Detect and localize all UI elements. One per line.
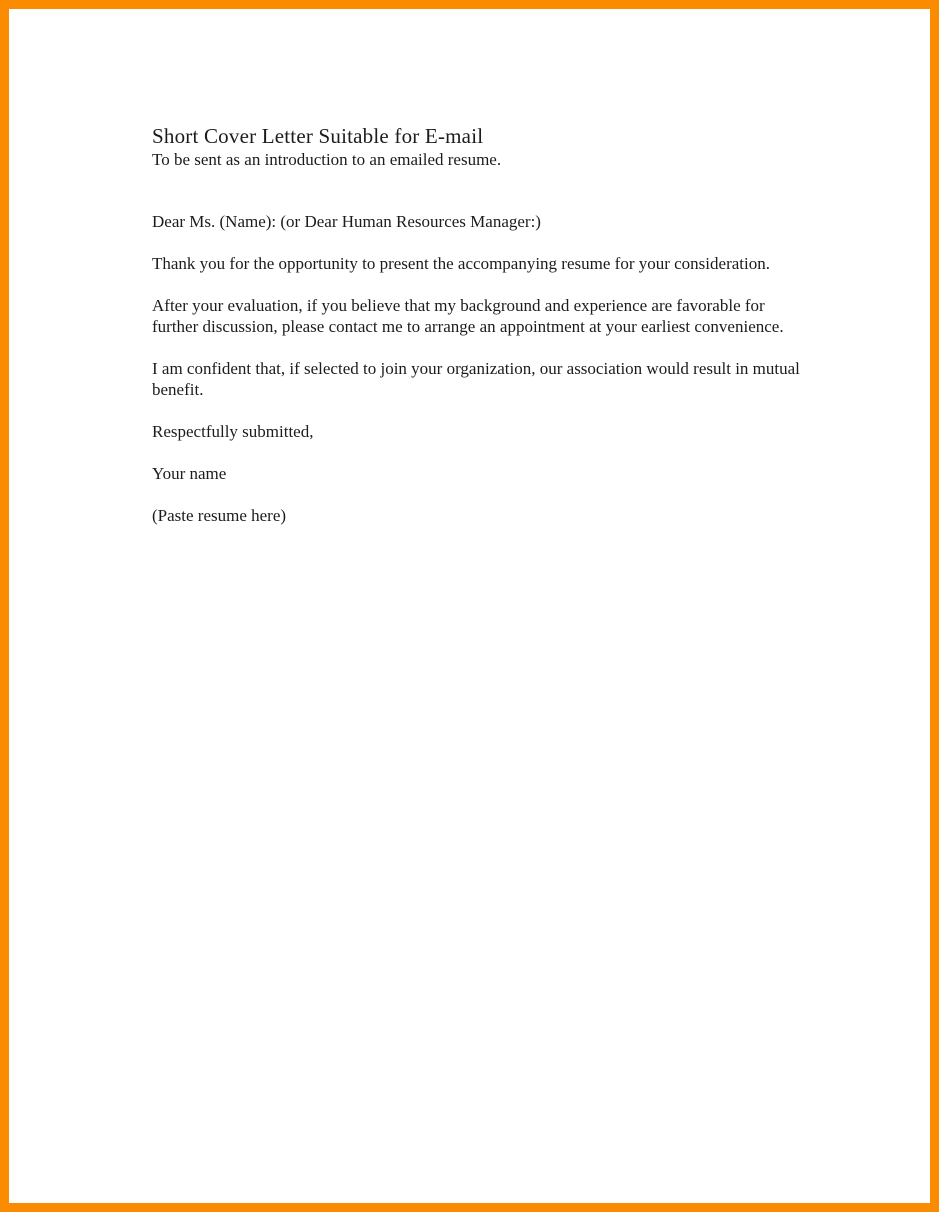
salutation-line: Dear Ms. (Name): (or Dear Human Resources Manager:)	[152, 212, 541, 231]
letter-content	[152, 123, 807, 526]
body-paragraph: Thank you for the opportunity to present the accompanying resume for your consideration.	[152, 254, 770, 273]
body-paragraph: I am confident that, if selected to join your organization, our association would result in mutual benefit.	[152, 359, 800, 399]
document-title: Short Cover Letter Suitable for E-mail	[152, 124, 484, 148]
document-subtitle: To be sent as an introduction to an emailed resume.	[152, 150, 502, 169]
signature-placeholder: Your name	[152, 464, 227, 483]
closing-line: Respectfully submitted,	[152, 422, 314, 441]
body-paragraph: After your evaluation, if you believe that my background and experience are favorable for further discussion, please contact me to arrange an appointment at your earliest convenience.	[152, 296, 784, 336]
attachment-note: (Paste resume here)	[152, 506, 287, 525]
